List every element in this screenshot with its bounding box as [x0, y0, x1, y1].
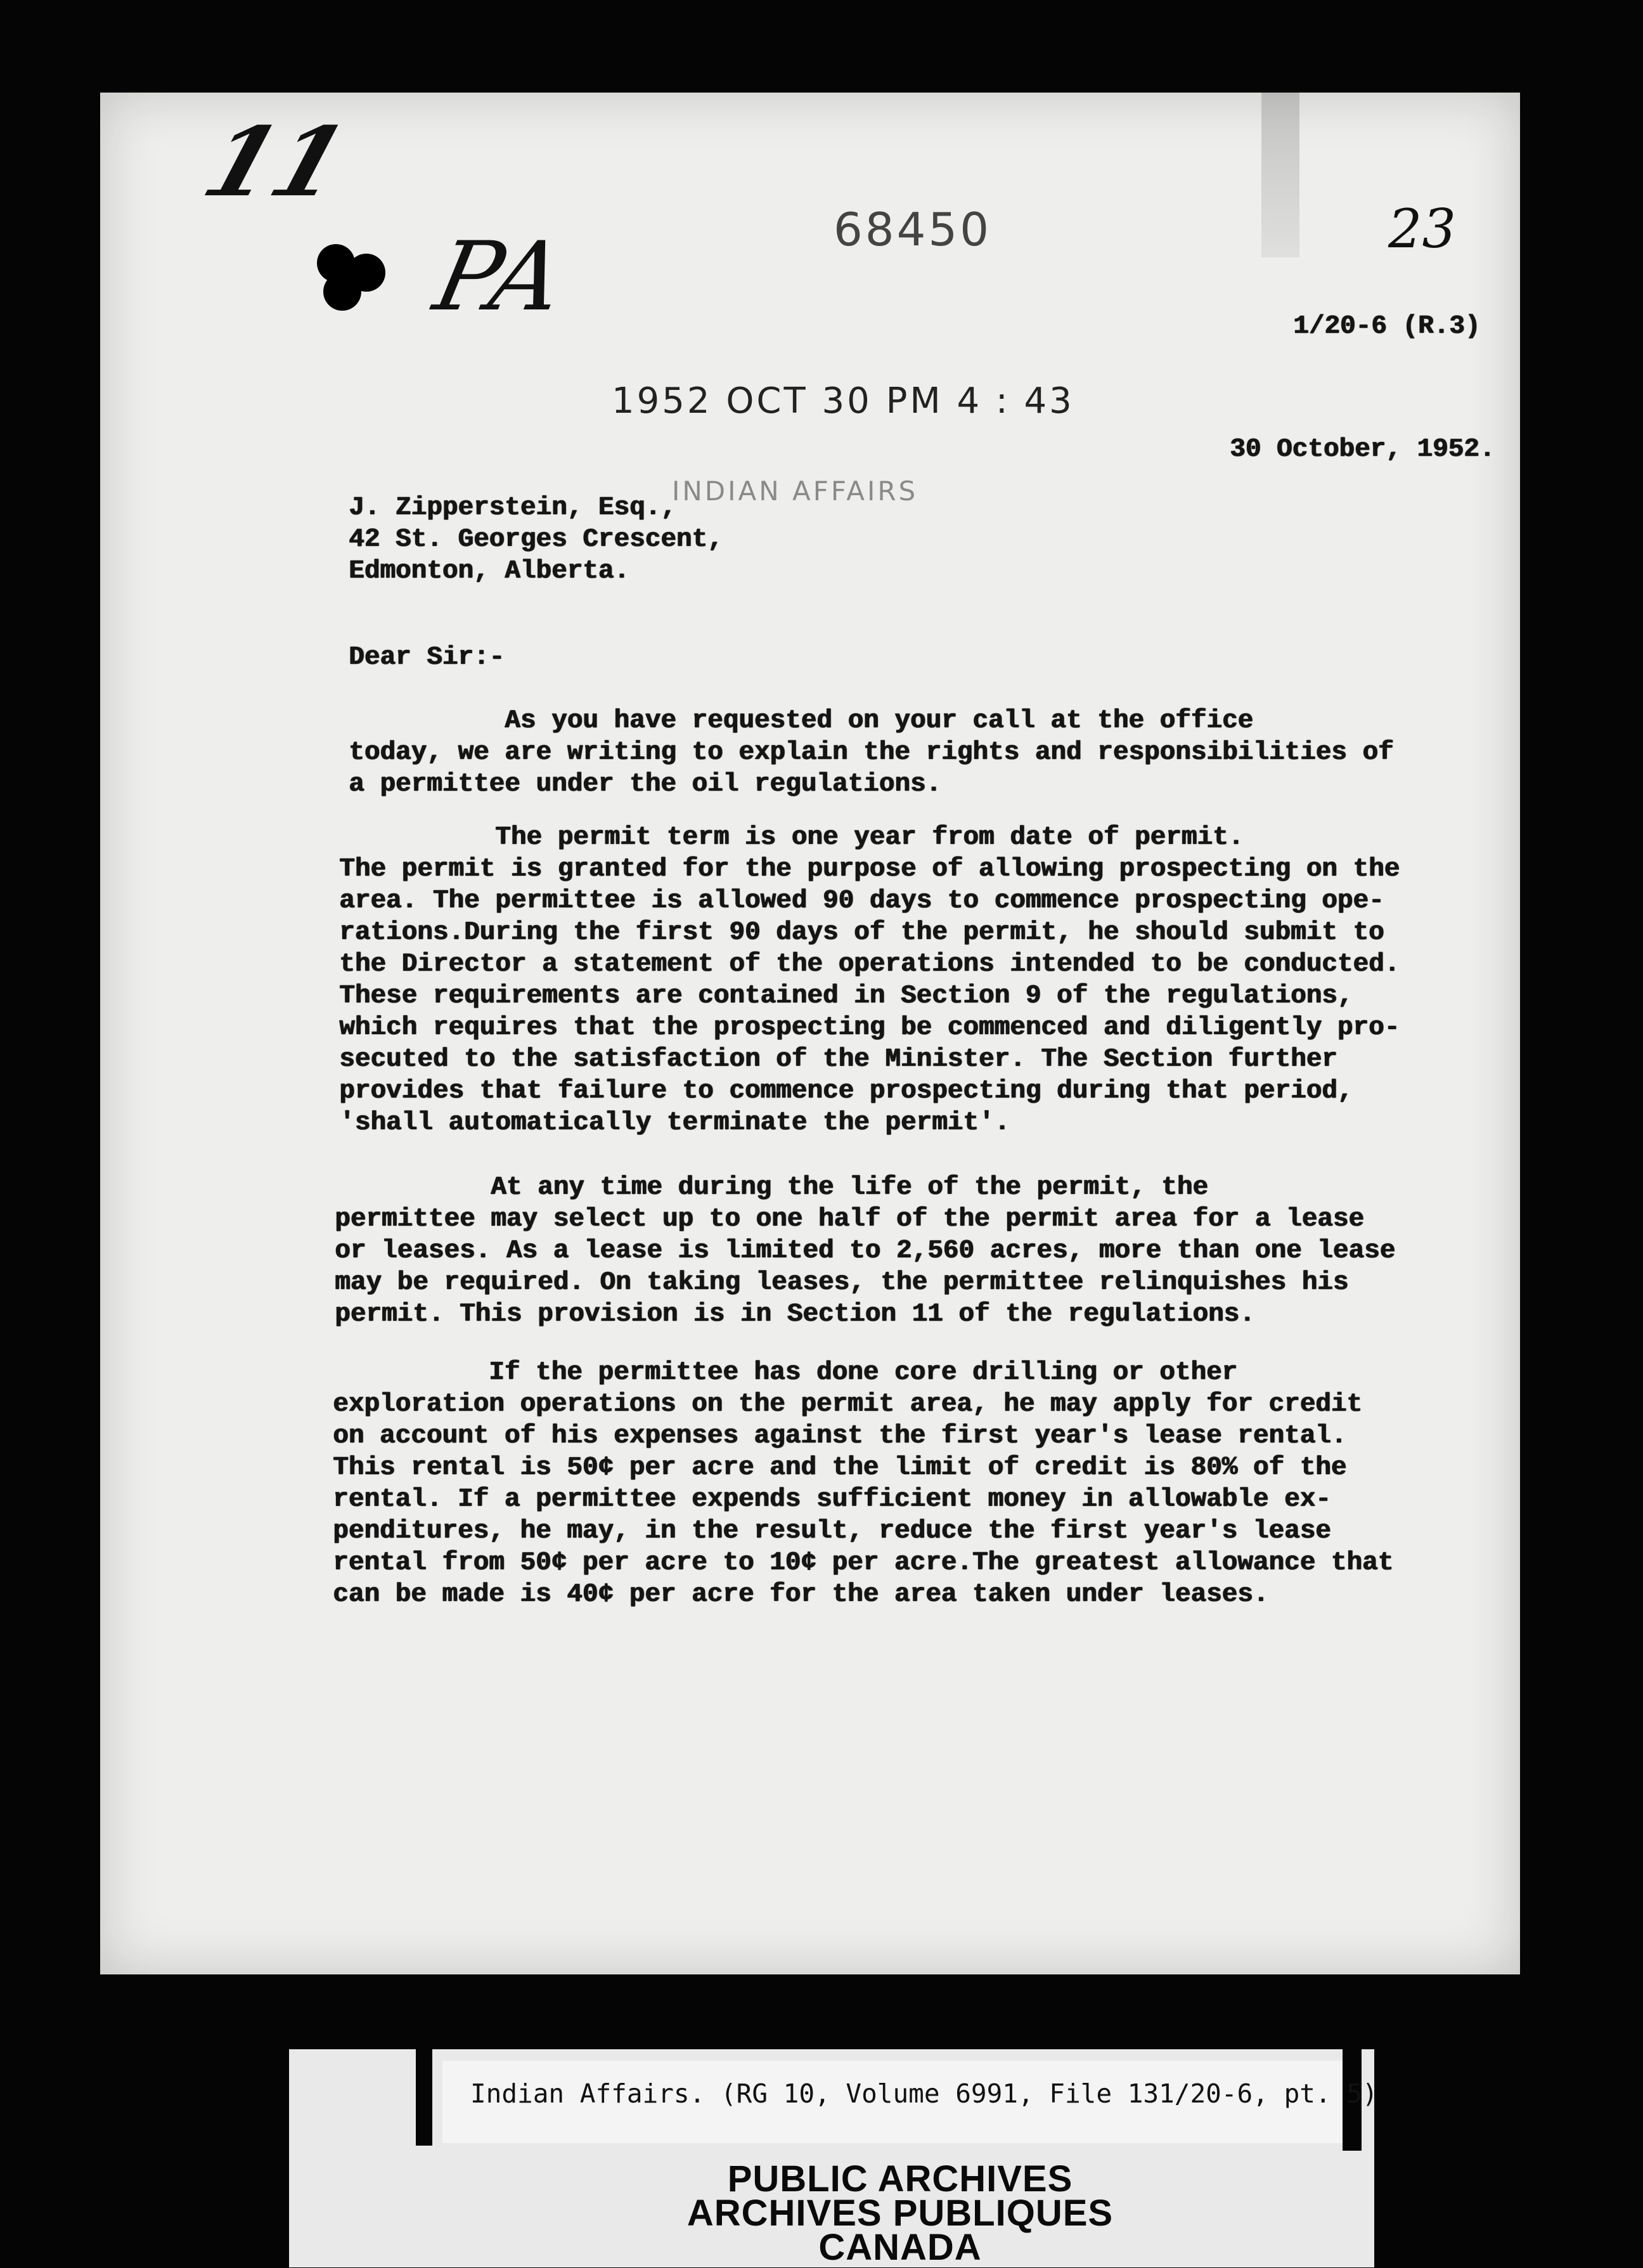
body-line: secuted to the satisfaction of the Minister. The Section further: [339, 1045, 1337, 1074]
body-line: penditures, he may, in the result, reduce the first year's lease: [333, 1517, 1331, 1546]
body-line: today, we are writing to explain the rights and responsibilities of: [349, 738, 1394, 767]
body-line: The permit term is one year from date of permit.: [339, 823, 1244, 852]
body-line: permittee may select up to one half of the permit area for a lease: [335, 1205, 1364, 1234]
body-line: The permit is granted for the purpose of allowing prospecting on the: [339, 855, 1400, 884]
body-line: may be required. On taking leases, the permittee relinquishes his: [335, 1268, 1349, 1297]
paper-tear: [1261, 93, 1299, 257]
body-line: rental. If a permittee expends sufficient money in allowable ex-: [333, 1485, 1331, 1514]
body-line: provides that failure to commence prospecting during that period,: [339, 1077, 1353, 1106]
body-line: permit. This provision is in Section 11 of the regulations.: [335, 1300, 1255, 1329]
department-stamp: INDIAN AFFAIRS: [672, 476, 918, 507]
file-reference: 1/20-6 (R.3): [1293, 312, 1481, 341]
archive-country: CANADA: [818, 2227, 982, 2268]
letter-date: 30 October, 1952.: [1230, 435, 1495, 464]
receipt-number-stamp: 68450: [834, 203, 992, 256]
body-line: can be made is 40¢ per acre for the area taken under leases.: [333, 1580, 1269, 1609]
body-line: the Director a statement of the operations intended to be conducted.: [339, 950, 1400, 979]
archive-name-en: PUBLIC ARCHIVES: [727, 2158, 1073, 2200]
handwritten-page-mark: 11: [191, 107, 360, 218]
ink-blot: [323, 273, 361, 311]
archive-name-fr: ARCHIVES PUBLIQUES: [686, 2193, 1114, 2234]
body-line: on account of his expenses against the first year's lease rental.: [333, 1422, 1347, 1451]
body-line: As you have requested on your call at the office: [349, 706, 1254, 735]
body-line: which requires that the prospecting be commenced and diligently pro-: [339, 1013, 1400, 1042]
address-line: Edmonton, Alberta.: [349, 557, 629, 586]
body-line: exploration operations on the permit area, he may apply for credit: [333, 1390, 1362, 1419]
body-line: These requirements are contained in Section 9 of the regulations,: [339, 982, 1353, 1011]
body-line: At any time during the life of the permit, the: [335, 1173, 1208, 1202]
body-line: 'shall automatically terminate the permit'.: [339, 1108, 1010, 1137]
body-line: This rental is 50¢ per acre and the limit of credit is 80% of the: [333, 1453, 1347, 1482]
handwritten-folio: 23: [1388, 198, 1456, 260]
address-line: J. Zipperstein, Esq.,: [349, 493, 676, 522]
body-line: a permittee under the oil regulations.: [349, 770, 941, 799]
handwritten-initials: PA: [425, 222, 573, 332]
body-line: area. The permittee is allowed 90 days to commence prospecting ope-: [339, 886, 1384, 916]
body-line: or leases. As a lease is limited to 2,560 acres, more than one lease: [335, 1236, 1396, 1266]
address-line: 42 St. Georges Crescent,: [349, 525, 723, 554]
body-line: rental from 50¢ per acre to 10¢ per acre.The greatest allowance that: [333, 1548, 1394, 1578]
body-line: rations.During the first 90 days of the permit, he should submit to: [339, 918, 1384, 947]
label-tab: [416, 2049, 432, 2146]
archive-citation: Indian Affairs. (RG 10, Volume 6991, File 131/20-6, pt. 5): [470, 2078, 1378, 2109]
salutation: Dear Sir:-: [349, 643, 505, 672]
date-received-stamp: 1952 OCT 30 PM 4 : 43: [612, 380, 1074, 422]
bleed-through-text: [697, 495, 1395, 634]
body-line: If the permittee has done core drilling or other: [333, 1358, 1238, 1387]
